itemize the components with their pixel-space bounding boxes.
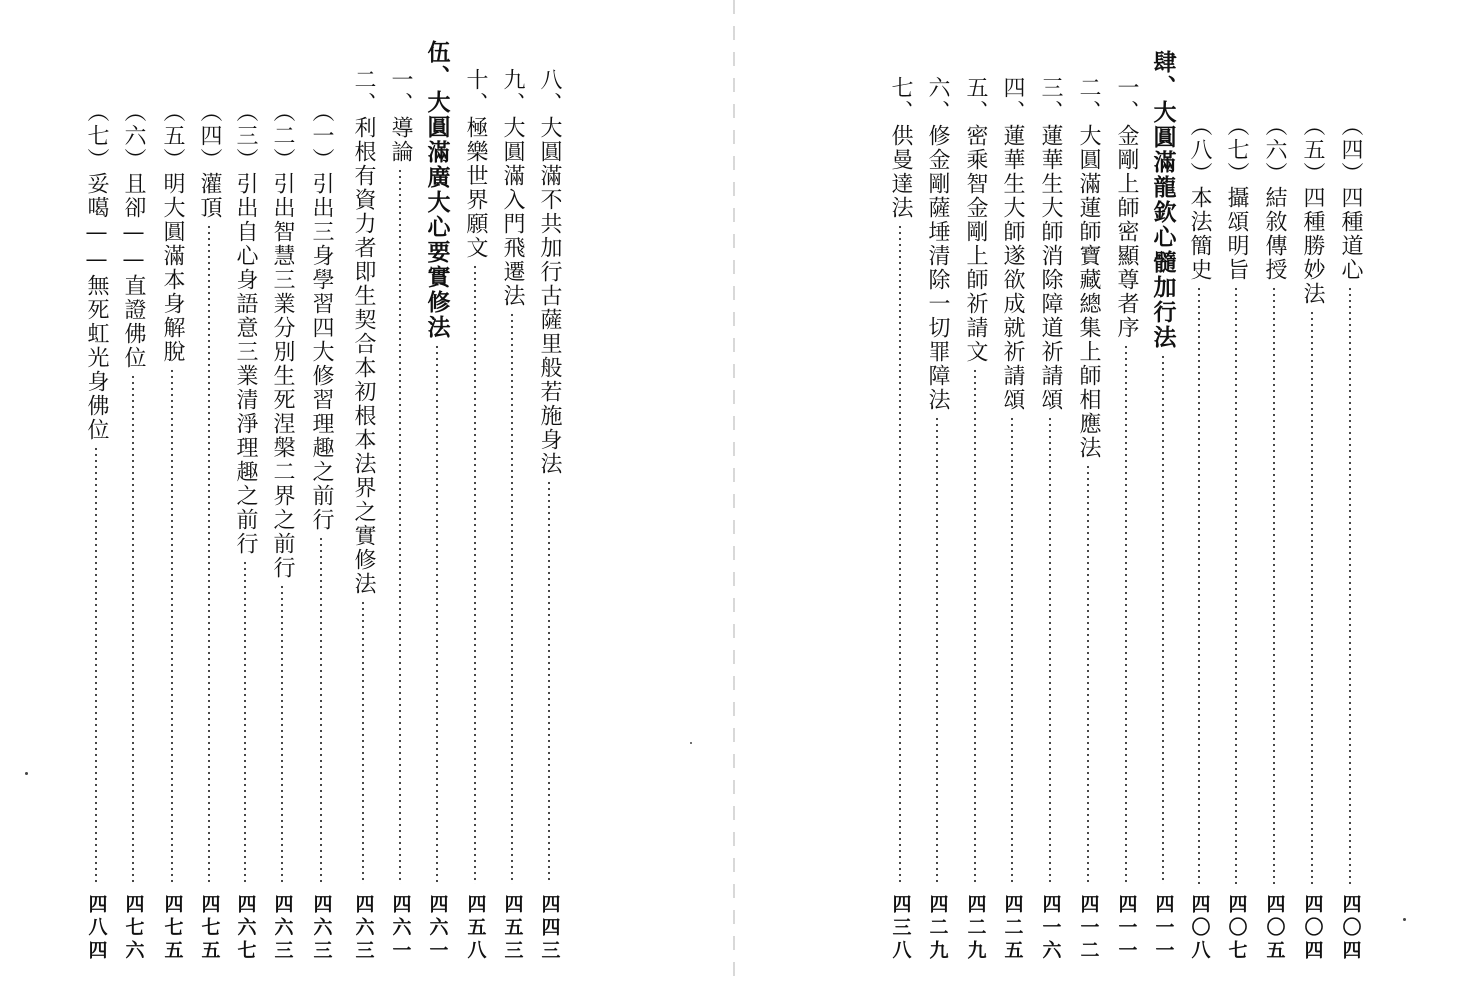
scan-speck: [1403, 918, 1406, 921]
toc-entry[interactable]: [532, 68, 566, 963]
toc-page-number: 四七六: [122, 894, 145, 963]
dot-leader: [95, 446, 97, 884]
toc-page-number: 四六三: [310, 894, 333, 963]
toc-entry[interactable]: [883, 76, 917, 963]
dot-leader: [974, 368, 976, 884]
dot-leader: [1198, 286, 1200, 884]
toc-page-number: 四〇七: [1225, 894, 1248, 963]
dot-leader: [1049, 416, 1051, 884]
toc-page-number: 四六七: [234, 894, 257, 963]
toc-entry-title: （六）且卻——直證佛位: [121, 100, 146, 370]
dot-leader: [1273, 286, 1275, 884]
toc-entry-title: （一）引出三身學習四大修習理趣之前行: [309, 100, 334, 532]
dot-leader: [281, 584, 283, 884]
toc-page-number: 四七五: [198, 894, 221, 963]
toc-entry[interactable]: [995, 76, 1029, 963]
toc-entry[interactable]: [228, 100, 262, 963]
toc-heading-entry[interactable]: [420, 40, 454, 963]
toc-page-number: 四八四: [85, 894, 108, 963]
toc-entry-title: 五、密乘智金剛上師祈請文: [963, 76, 988, 364]
toc-page-number: 四三八: [889, 894, 912, 963]
dot-leader: [1125, 344, 1127, 884]
toc-entry[interactable]: [1257, 114, 1291, 963]
toc-entry[interactable]: [79, 100, 113, 963]
toc-entry-title: 六、修金剛薩埵清除一切罪障法: [925, 76, 950, 412]
toc-entry-title: （八）本法簡史: [1187, 114, 1212, 282]
toc-entry[interactable]: [346, 68, 380, 963]
toc-entry-title: （四）四種道心: [1338, 114, 1363, 282]
scan-speck: [25, 772, 28, 775]
toc-page-number: 四一六: [1039, 894, 1062, 963]
toc-entry-title: 八、大圓滿不共加行古薩里般若施身法: [537, 68, 562, 476]
dot-leader: [1349, 286, 1351, 884]
toc-entry-title: （七）妥噶——無死虹光身佛位: [84, 100, 109, 442]
toc-entry[interactable]: [116, 100, 150, 963]
toc-entry-title: （五）四種勝妙法: [1300, 114, 1325, 306]
dot-leader: [936, 416, 938, 884]
right-page: [737, 0, 1474, 983]
dot-leader: [511, 312, 513, 884]
toc-entry-title: 七、供曼達法: [888, 76, 913, 220]
toc-entry-title: （三）引出自心身語意三業清淨理趣之前行: [233, 100, 258, 556]
toc-entry[interactable]: [192, 100, 226, 963]
dot-leader: [132, 374, 134, 884]
toc-entry-title: 二、大圓滿蓮師寶藏總集上師相應法: [1076, 76, 1101, 460]
dot-leader: [1011, 416, 1013, 884]
dot-leader: [436, 344, 438, 884]
dot-leader: [208, 224, 210, 884]
toc-entry-title: 一、金剛上師密顯尊者序: [1114, 76, 1139, 340]
toc-page-number: 四七五: [161, 894, 184, 963]
toc-entry[interactable]: [1182, 114, 1216, 963]
toc-page-number: 四一二: [1077, 894, 1100, 963]
dot-leader: [1087, 464, 1089, 884]
dot-leader: [244, 560, 246, 884]
toc-page-number: 四六一: [426, 894, 449, 963]
toc-page-number: 四〇四: [1301, 894, 1324, 963]
dot-leader: [1311, 310, 1313, 884]
toc-heading-entry[interactable]: [1146, 50, 1180, 963]
dot-leader: [1162, 354, 1164, 884]
toc-entry[interactable]: [265, 100, 299, 963]
toc-entry-title: 伍、大圓滿廣大心要實修法: [423, 40, 451, 340]
toc-page-number: 四四三: [538, 894, 561, 963]
toc-entry[interactable]: [458, 68, 492, 963]
toc-entry[interactable]: [1295, 114, 1329, 963]
dot-leader: [171, 368, 173, 884]
toc-page-number: 四六一: [389, 894, 412, 963]
toc-entry[interactable]: [383, 68, 417, 963]
toc-entry[interactable]: [1219, 114, 1253, 963]
toc-entry-title: 九、大圓滿入門飛遷法: [500, 68, 525, 308]
toc-page-number: 四一一: [1115, 894, 1138, 963]
toc-page-number: 四二五: [1001, 894, 1024, 963]
toc-page-number: 四二九: [964, 894, 987, 963]
toc-entry[interactable]: [1033, 76, 1067, 963]
dot-leader: [1235, 286, 1237, 884]
toc-entry[interactable]: [1333, 114, 1367, 963]
toc-entry[interactable]: [958, 76, 992, 963]
toc-page-number: 四六三: [271, 894, 294, 963]
toc-entry-title: （七）攝頌明旨: [1224, 114, 1249, 282]
dot-leader: [899, 224, 901, 884]
toc-entry-title: 二、利根有資力者即生契合本初根本法界之實修法: [351, 68, 376, 596]
left-page: [0, 0, 735, 983]
toc-page-number: 四〇八: [1188, 894, 1211, 963]
toc-entry[interactable]: [1071, 76, 1105, 963]
toc-entry-title: 肆、大圓滿龍欽心髓加行法: [1149, 50, 1177, 350]
toc-entry-title: （二）引出智慧三業分別生死涅槃二界之前行: [270, 100, 295, 580]
toc-entry[interactable]: [495, 68, 529, 963]
toc-page-number: 四五三: [501, 894, 524, 963]
toc-page-number: 四〇四: [1339, 894, 1362, 963]
dot-leader: [548, 480, 550, 884]
toc-entry-title: 一、導論: [388, 68, 413, 164]
toc-entry-title: 三、蓮華生大師消除障道祈請頌: [1038, 76, 1063, 412]
toc-entry[interactable]: [304, 100, 338, 963]
toc-entry-title: 四、蓮華生大師遂欲成就祈請頌: [1000, 76, 1025, 412]
toc-entry[interactable]: [920, 76, 954, 963]
toc-entry-title: （四）灌頂: [197, 100, 222, 220]
toc-page-number: 四一一: [1152, 894, 1175, 963]
page-gutter: [733, 0, 735, 983]
dot-leader: [474, 264, 476, 884]
toc-page-number: 四五八: [464, 894, 487, 963]
dot-leader: [320, 536, 322, 884]
dot-leader: [362, 600, 364, 884]
toc-page-number: 四〇五: [1263, 894, 1286, 963]
toc-entry-title: （六）結敘傳授: [1262, 114, 1287, 282]
toc-page-number: 四六三: [352, 894, 375, 963]
toc-entry-title: 十、極樂世界願文: [463, 68, 488, 260]
scan-speck: [690, 742, 692, 744]
toc-entry-title: （五）明大圓滿本身解脫: [160, 100, 185, 364]
toc-page-number: 四二九: [926, 894, 949, 963]
toc-entry[interactable]: [155, 100, 189, 963]
toc-entry[interactable]: [1109, 76, 1143, 963]
dot-leader: [399, 168, 401, 884]
